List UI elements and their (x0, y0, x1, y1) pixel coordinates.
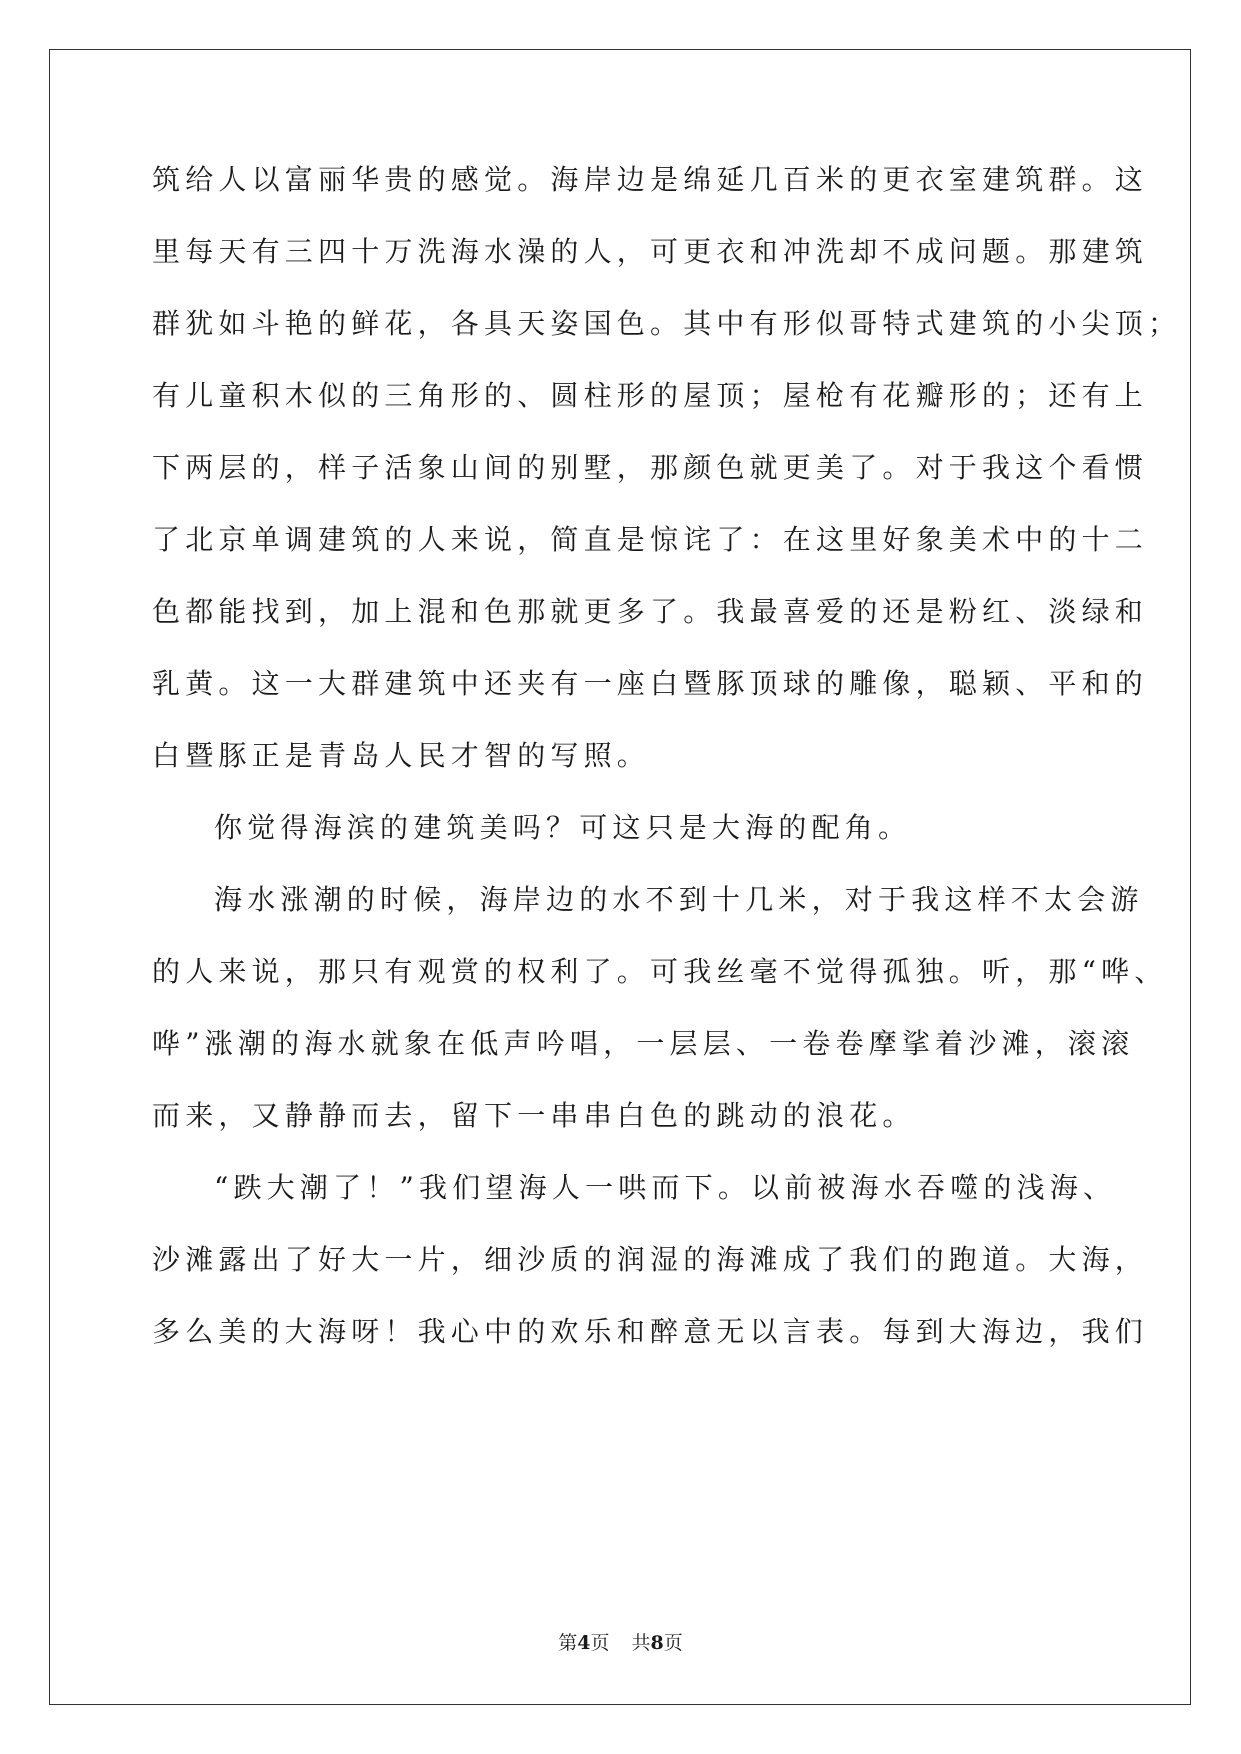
text-line: 色都能找到，加上混和色那就更多了。我最喜爱的还是粉红、淡绿和 (152, 595, 1149, 628)
text-line: “跌大潮了！”我们望海人一哄而下。以前被海水吞噬的浅海、 (214, 1171, 1117, 1204)
text-line: 有儿童积木似的三角形的、圆柱形的屋顶；屋枪有花瓣形的；还有上 (152, 379, 1149, 412)
total-page-number: 8 (650, 1632, 664, 1654)
current-page-number: 4 (577, 1632, 591, 1654)
text-line: 哗”涨潮的海水就象在低声吟唱，一层层、一卷卷摩挲着沙滩，滚滚 (152, 1027, 1135, 1060)
total-label-prefix: 共 (631, 1632, 651, 1654)
text-line: 你觉得海滨的建筑美吗？可这只是大海的配角。 (214, 811, 912, 844)
text-line: 沙滩露出了好大一片，细沙质的润湿的海滩成了我们的跑道。大海， (152, 1243, 1149, 1276)
text-line: 多么美的大海呀！我心中的欢乐和醉意无以言表。每到大海边，我们 (152, 1315, 1149, 1348)
text-line: 下两层的，样子活象山间的别墅，那颜色就更美了。对于我这个看惯 (152, 451, 1149, 484)
text-line: 白暨豚正是青岛人民才智的写照。 (152, 739, 651, 772)
total-label-suffix: 页 (663, 1632, 683, 1654)
text-line: 海水涨潮的时候，海岸边的水不到十几米，对于我这样不太会游 (214, 883, 1144, 916)
page-border (49, 49, 1191, 1705)
text-line: 群犹如斗艳的鲜花，各具天姿国色。其中有形似哥特式建筑的小尖顶； (152, 307, 1182, 340)
text-line: 了北京单调建筑的人来说，简直是惊诧了：在这里好象美术中的十二 (152, 523, 1149, 556)
text-line: 乳黄。这一大群建筑中还夹有一座白暨豚顶球的雕像，聪颖、平和的 (152, 667, 1149, 700)
page-label-prefix: 第 (558, 1632, 578, 1654)
text-line: 而来，又静静而去，留下一串串白色的跳动的浪花。 (152, 1099, 916, 1132)
text-line: 的人来说，那只有观赏的权利了。可我丝毫不觉得孤独。听，那“哗、 (152, 955, 1168, 988)
text-line: 里每天有三四十万洗海水澡的人，可更衣和冲洗却不成问题。那建筑 (152, 235, 1149, 268)
page-label-suffix: 页 (590, 1632, 610, 1654)
text-line: 筑给人以富丽华贵的感觉。海岸边是绵延几百米的更衣室建筑群。这 (152, 163, 1149, 196)
page-number-footer (0, 1630, 1241, 1656)
